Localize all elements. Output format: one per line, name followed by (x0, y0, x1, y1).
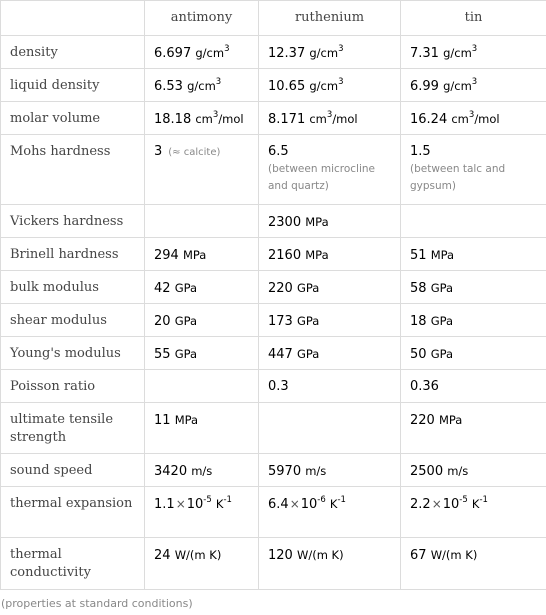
value-unit (175, 347, 197, 361)
value-number: 42 (154, 281, 171, 296)
unit-base: W/(m K) (296, 548, 344, 562)
value-exponent: -5 (459, 494, 468, 505)
value-unit (447, 464, 468, 478)
value-number: 7.31 (410, 46, 439, 61)
table-row (1, 454, 546, 487)
unit-base: MPa (174, 413, 199, 427)
unit-base: GPa (430, 314, 454, 328)
value-unit (175, 314, 197, 328)
value-cell (401, 102, 546, 135)
property-label: ultimate tensile strength (1, 403, 145, 454)
property-label: Brinell hardness (1, 238, 145, 271)
unit-superscript: 3 (326, 110, 333, 121)
value-number: 50 (410, 347, 427, 362)
unit-superscript: 3 (215, 77, 222, 88)
value-unit (175, 548, 222, 562)
value-cell (401, 69, 546, 102)
column-header: antimony (145, 1, 259, 36)
value-number: 51 (410, 248, 427, 263)
table-row (1, 36, 546, 69)
times-sign: × (431, 497, 442, 511)
value-cell (145, 102, 259, 135)
table-row (1, 370, 546, 403)
value-unit (309, 112, 357, 126)
value-number: 10.65 (268, 79, 306, 94)
value-cell (259, 487, 401, 538)
unit-superscript: 3 (471, 44, 478, 55)
value-exponent: -5 (203, 494, 212, 505)
value-cell (145, 69, 259, 102)
value-number: 6.5 (268, 144, 289, 159)
unit-superscript: 3 (224, 44, 230, 55)
value-unit (431, 347, 453, 361)
value-cell (259, 238, 401, 271)
table-row (1, 102, 546, 135)
value-cell (401, 370, 546, 403)
unit-base: cm (309, 112, 327, 126)
value-number: 6.53 (154, 79, 183, 94)
value-cell (401, 337, 546, 370)
table-row (1, 538, 546, 590)
value-number: 24 (154, 548, 171, 563)
unit-superscript: 3 (212, 110, 219, 121)
value-cell (259, 538, 401, 590)
value-unit (297, 281, 319, 295)
value-cell (145, 370, 259, 403)
column-header: tin (401, 1, 546, 36)
unit-base: MPa (438, 413, 463, 427)
property-label: liquid density (1, 69, 145, 102)
value-unit (472, 497, 488, 511)
value-unit (431, 248, 454, 262)
value-unit (330, 497, 346, 511)
unit-base: MPa (430, 248, 455, 262)
value-unit (431, 548, 478, 562)
value-cell (259, 454, 401, 487)
value-number: 120 (268, 548, 293, 563)
property-label: thermal conductivity (1, 538, 145, 590)
value-cell (401, 36, 546, 69)
unit-base: g/cm (309, 79, 339, 93)
value-unit (443, 79, 477, 93)
value-unit (451, 112, 499, 126)
column-header: ruthenium (259, 1, 401, 36)
value-number: 5970 (268, 464, 302, 479)
unit-base: GPa (430, 281, 454, 295)
value-number: 2500 (410, 464, 444, 479)
unit-base: cm (451, 112, 469, 126)
property-label: shear modulus (1, 304, 145, 337)
value-number: 173 (268, 314, 293, 329)
unit-base: g/cm (187, 79, 216, 93)
value-unit (443, 46, 477, 60)
value-cell (401, 487, 546, 538)
value-cell (145, 36, 259, 69)
unit-base: MPa (305, 248, 329, 262)
value-cell (401, 238, 546, 271)
unit-base: g/cm (309, 46, 339, 60)
value-number: 58 (410, 281, 427, 296)
value-unit (309, 46, 343, 60)
unit-base: GPa (174, 314, 198, 328)
value-unit (431, 281, 453, 295)
value-number: 67 (410, 548, 427, 563)
unit-base: GPa (296, 314, 320, 328)
value-number: 12.37 (268, 46, 306, 61)
footnote: (properties at standard conditions) (1, 597, 193, 610)
value-exponent: -6 (317, 494, 326, 505)
power-base: 10 (300, 497, 318, 512)
table-body (1, 36, 546, 590)
unit-suffix: /mol (332, 112, 358, 126)
unit-superscript: 3 (471, 77, 478, 88)
value-cell (145, 403, 259, 454)
power-base: 10 (442, 497, 460, 512)
value-unit (305, 248, 328, 262)
unit-base: g/cm (195, 46, 225, 60)
value-number: 447 (268, 347, 293, 362)
value-unit (183, 248, 206, 262)
value-number: 55 (154, 347, 171, 362)
value-cell (259, 370, 401, 403)
property-label: Young's modulus (1, 337, 145, 370)
value-number: 16.24 (410, 112, 448, 127)
value-cell (145, 238, 259, 271)
property-label: Poisson ratio (1, 370, 145, 403)
value-number: 3 (154, 144, 163, 159)
table-row (1, 487, 546, 538)
value-unit (187, 79, 221, 93)
value-cell (145, 454, 259, 487)
column-header (1, 1, 145, 36)
value-cell (145, 337, 259, 370)
value-cell (259, 304, 401, 337)
value-unit (195, 46, 229, 60)
property-label: Vickers hardness (1, 205, 145, 238)
value-cell (145, 205, 259, 238)
value-cell (259, 337, 401, 370)
times-sign: × (175, 497, 186, 511)
value-number: 8.171 (268, 112, 306, 127)
property-label: density (1, 36, 145, 69)
value-unit (195, 112, 243, 126)
table-row (1, 271, 546, 304)
unit-base: GPa (174, 281, 198, 295)
property-label: molar volume (1, 102, 145, 135)
value-cell (259, 69, 401, 102)
value-unit (297, 548, 344, 562)
value-cell (145, 271, 259, 304)
value-unit (309, 79, 343, 93)
unit-base: MPa (305, 215, 329, 229)
unit-base: K (215, 497, 224, 511)
times-sign: × (289, 497, 300, 511)
value-cell (259, 102, 401, 135)
unit-superscript: 3 (338, 44, 344, 55)
value-cell (145, 135, 259, 205)
unit-superscript: -1 (337, 495, 346, 506)
value-number: 2160 (268, 248, 302, 263)
unit-base: m/s (305, 464, 327, 478)
unit-base: cm (195, 112, 213, 126)
unit-base: g/cm (443, 79, 472, 93)
unit-base: K (329, 497, 338, 511)
unit-base: GPa (430, 347, 454, 361)
power-base: 10 (186, 497, 204, 512)
value-cell (259, 403, 401, 454)
value-unit (431, 314, 453, 328)
value-cell (401, 454, 546, 487)
value-cell (401, 205, 546, 238)
unit-suffix: /mol (218, 112, 244, 126)
unit-base: MPa (182, 248, 207, 262)
value-unit (175, 413, 198, 427)
header-row (1, 1, 546, 36)
value-number: 220 (410, 413, 435, 428)
value-number: 20 (154, 314, 171, 329)
value-number: 1.1 (154, 497, 175, 512)
value-number: 18 (410, 314, 427, 329)
unit-base: K (471, 497, 480, 511)
value-number: 220 (268, 281, 293, 296)
value-cell (259, 271, 401, 304)
value-number: 294 (154, 248, 179, 263)
value-cell (401, 135, 546, 205)
unit-base: W/(m K) (174, 548, 222, 562)
property-label: bulk modulus (1, 271, 145, 304)
value-number: 6.697 (154, 46, 192, 61)
unit-suffix: /mol (474, 112, 500, 126)
value-number: 2.2 (410, 497, 431, 512)
value-unit (439, 413, 462, 427)
value-number: 2300 (268, 215, 302, 230)
value-cell (145, 487, 259, 538)
unit-base: g/cm (443, 46, 472, 60)
unit-base: m/s (447, 464, 469, 478)
value-cell (259, 135, 401, 205)
value-number: 0.36 (410, 379, 439, 394)
value-cell (401, 403, 546, 454)
table-row (1, 304, 546, 337)
value-unit (297, 347, 319, 361)
unit-base: GPa (296, 347, 320, 361)
value-note: (≈ calcite) (168, 147, 221, 158)
value-note: (between talc and gypsum) (410, 163, 506, 192)
value-number: 18.18 (154, 112, 192, 127)
unit-base: GPa (174, 347, 198, 361)
unit-base: GPa (296, 281, 320, 295)
table-row (1, 205, 546, 238)
value-number: 0.3 (268, 379, 289, 394)
value-cell (145, 304, 259, 337)
value-number: 6.4 (268, 497, 289, 512)
table-row (1, 135, 546, 205)
value-cell (401, 271, 546, 304)
value-unit (305, 464, 326, 478)
table-row (1, 238, 546, 271)
unit-superscript: -1 (223, 495, 232, 506)
property-label: sound speed (1, 454, 145, 487)
value-number: 1.5 (410, 144, 431, 159)
value-unit (305, 215, 328, 229)
value-cell (145, 538, 259, 590)
value-cell (259, 36, 401, 69)
value-unit (175, 281, 197, 295)
table-row (1, 69, 546, 102)
value-number: 11 (154, 413, 171, 428)
value-note: (between microcline and quartz) (268, 163, 375, 192)
unit-superscript: -1 (479, 495, 488, 506)
value-unit (216, 497, 232, 511)
value-cell (401, 538, 546, 590)
value-cell (259, 205, 401, 238)
value-number: 3420 (154, 464, 188, 479)
value-number: 6.99 (410, 79, 439, 94)
table-row (1, 403, 546, 454)
property-label: thermal expansion (1, 487, 145, 538)
property-label: Mohs hardness (1, 135, 145, 205)
unit-base: W/(m K) (430, 548, 478, 562)
unit-superscript: 3 (468, 110, 475, 121)
unit-base: m/s (191, 464, 213, 478)
unit-superscript: 3 (338, 77, 344, 88)
value-unit (191, 464, 212, 478)
value-unit (297, 314, 319, 328)
value-cell (401, 304, 546, 337)
table-row (1, 337, 546, 370)
